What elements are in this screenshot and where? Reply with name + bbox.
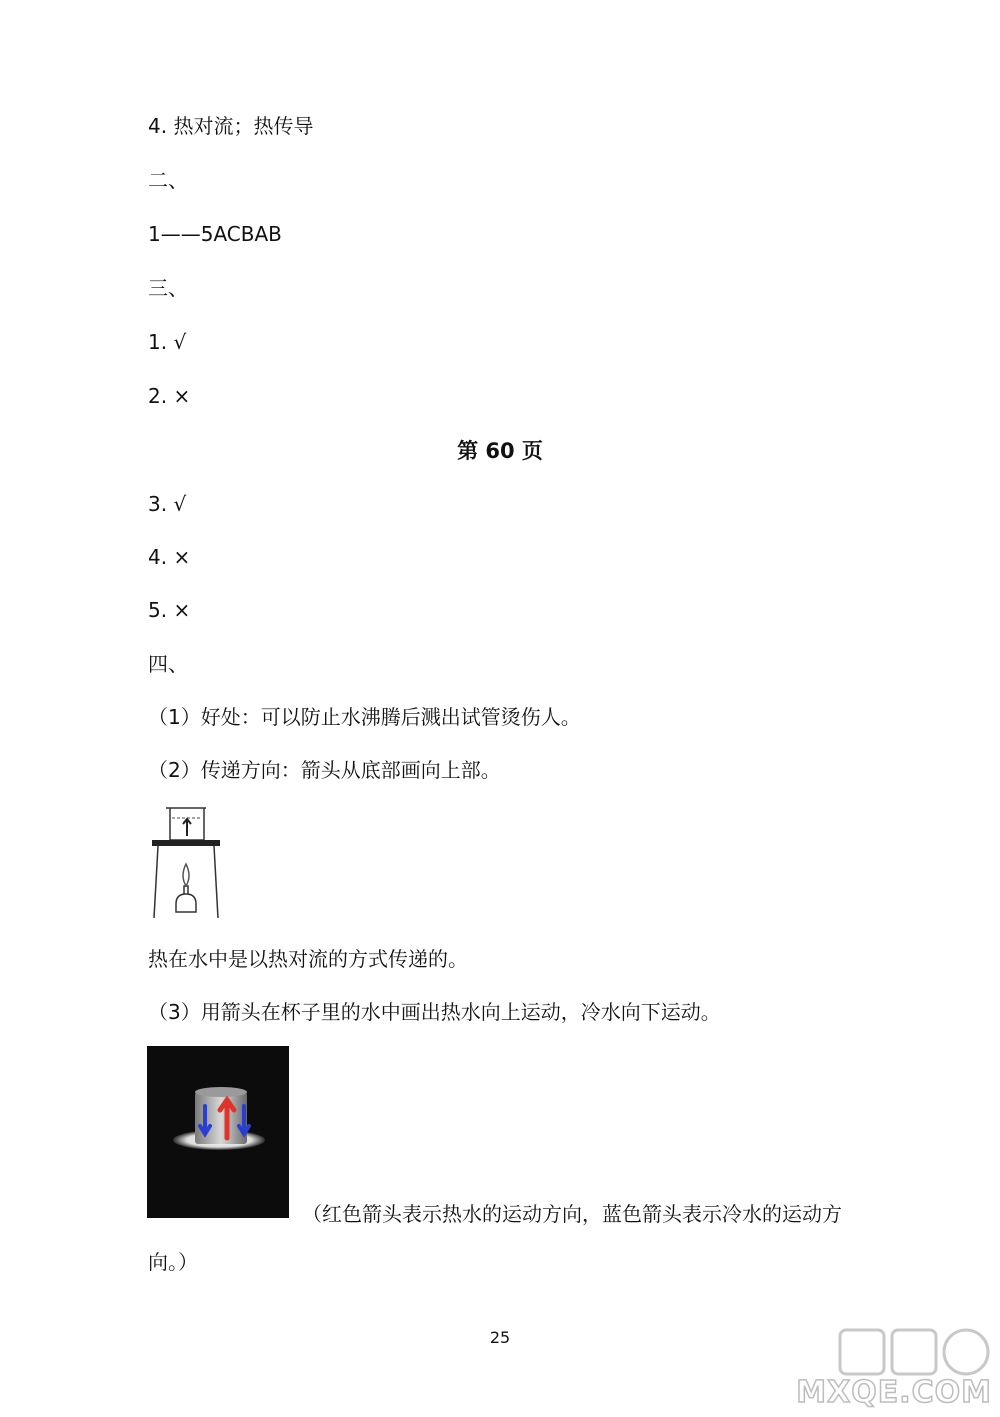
answer-line-2: 1——5ACBAB — [148, 222, 282, 246]
answer-line-9: （2）传递方向：箭头从底部画向上部。 — [148, 758, 501, 782]
answer-line-13: 向。） — [148, 1250, 198, 1274]
answer-line-7: 5. × — [148, 598, 191, 622]
page-heading: 第 60 页 — [457, 439, 543, 463]
convection-cup-photo — [147, 1046, 289, 1218]
answer-line-10: 热在水中是以热对流的方式传递的。 — [148, 947, 468, 971]
beaker-heating-figure — [146, 800, 226, 924]
watermark-logo-icon — [818, 1322, 998, 1382]
watermark-logo — [796, 1322, 998, 1414]
answer-line-8: （1）好处：可以防止水沸腾后溅出试管烫伤人。 — [148, 705, 581, 729]
page-number: 25 — [489, 1328, 511, 1347]
answer-line-4: 2. × — [148, 384, 191, 408]
answer-line-3: 1. √ — [148, 330, 187, 354]
section-2-heading: 二、 — [148, 168, 188, 192]
watermark-text: MXQE.COM — [796, 1375, 992, 1410]
section-3-heading: 三、 — [148, 276, 188, 300]
answer-line-6: 4. × — [148, 545, 191, 569]
answer-line-1: 4. 热对流；热传导 — [148, 114, 314, 138]
answer-line-5: 3. √ — [148, 492, 187, 516]
section-4-heading: 四、 — [148, 652, 188, 676]
answer-line-12: （红色箭头表示热水的运动方向，蓝色箭头表示冷水的运动方 — [302, 1202, 842, 1226]
answer-line-11: （3）用箭头在杯子里的水中画出热水向上运动，冷水向下运动。 — [148, 1000, 721, 1024]
